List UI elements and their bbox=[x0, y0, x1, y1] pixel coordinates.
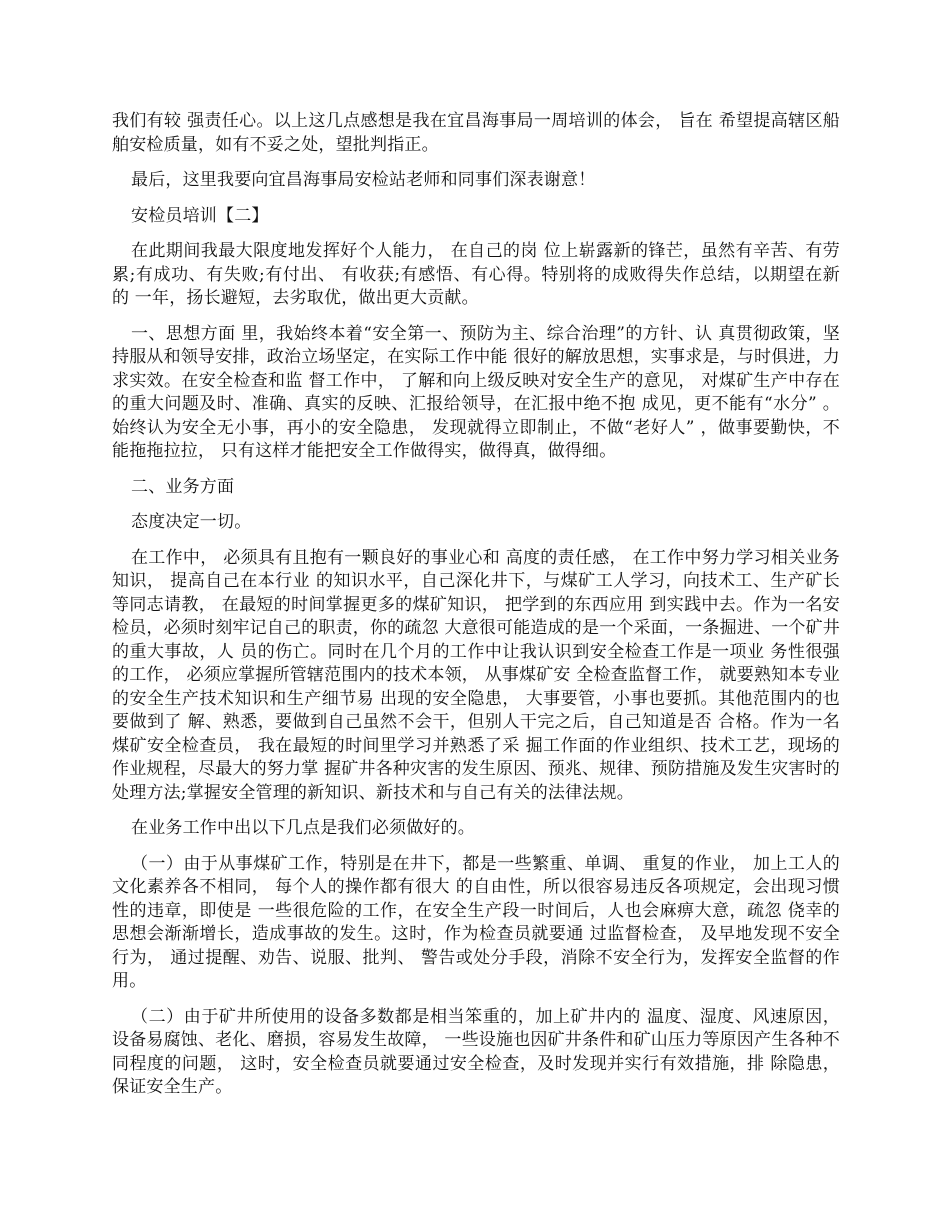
paragraph-attitude: 态度决定一切。 bbox=[131, 512, 252, 532]
paragraph-closing-remarks: 我们有较 强责任心。以上这几点感想是我在宜昌海事局一周培训的体会， 旨在 希望提高辖区船舶安检质量，如有不妥之处，望批判指正。 bbox=[112, 111, 840, 155]
paragraph-point-one: （一）由于从事煤矿工作，特别是在井下，都是一些繁重、单调、 重复的作业， 加上工人的文化素养各不相同， 每个人的操作都有很大 的自由性，所以很容易违反各项规定，会出现习惯性的违章，即使是 一些很危险的工作，在安全生产段一时间后，人也会麻痹大意，疏忽 侥幸的思想会渐渐增长，造成事故的发生。这时，作为检查员就要通 过监督检查， 及早地发现不安全行为， 通过提醒、劝告、说服、批判、 警告或处分手段，消除不安全行为，发挥安全监督的作用。 bbox=[112, 853, 840, 991]
paragraph-intro: 在此期间我最大限度地发挥好个人能力， 在自己的岗 位上崭露新的锋芒，虽然有辛苦、有劳累;有成功、有失败;有付出、 有收获;有感悟、有心得。特别将的成败得失作总结，以期望在新的 一年，扬长避短，去劣取优，做出更大贡献。 bbox=[112, 241, 840, 308]
section-title: 安检员培训【二】 bbox=[131, 205, 269, 226]
paragraph-thanks: 最后，这里我要向宜昌海事局安检站老师和同事们深表谢意！ bbox=[131, 170, 596, 190]
paragraph-point-two: （二）由于矿井所使用的设备多数都是相当笨重的，加上矿井内的 温度、湿度、风速原因，设备易腐蚀、老化、磨损，容易发生故障， 一些设施也因矿井条件和矿山压力等原因产生各种不同程度的问题， 这时，安全检查员就要通过安全检查，及时发现并实行有效措施，排 除隐患，保证安全生产。 bbox=[112, 1006, 841, 1097]
subheading-business: 二、业务方面 bbox=[131, 476, 235, 497]
paragraph-ideology: 一、思想方面 里，我始终本着“安全第一、预防为主、综合治理”的方针、认 真贯彻政策，坚持服从和领导安排，政治立场坚定，在实际工作中能 很好的解放思想，实事求是，与时俱进，力求实效。在安全检查和监 督工作中， 了解和向上级反映对安全生产的意见， 对煤矿生产中存在 的重大问题及时、准确、真实的反映、汇报给领导，在汇报中绝不抱 成见，更不能有“水分” 。始终认为安全无小事，再小的安全隐患， 发现就得立即制止，不做“老好人” ，做事要勤快，不能拖拖拉拉， 只有这样才能把安全工作做得实，做得真，做得细。 bbox=[112, 323, 841, 461]
paragraph-points-intro: 在业务工作中出以下几点是我们必须做好的。 bbox=[131, 818, 475, 838]
paragraph-work: 在工作中， 必须具有且抱有一颗良好的事业心和 高度的责任感， 在工作中努力学习相关业务知识， 提高自己在本行业 的知识水平，自己深化井下，与煤矿工人学习，向技术工、生产矿长 等同志请教， 在最短的时间掌握更多的煤矿知识， 把学到的东西应用 到实践中去。作为一名安检员，必须时刻牢记自己的职责，你的疏忽 大意很可能造成的是一个采面，一条掘进、一个矿井的重大事故，人 员的伤亡。同时在几个月的工作中让我认识到安全检查工作是一项业 务性很强的工作， 必须应掌握所管辖范围内的技术本领， 从事煤矿安 全检查监督工作， 就要熟知本专业的安全生产技术知识和生产细节易 出现的安全隐患， 大事要管，小事也要抓。其他范围内的也要做到了 解、熟悉，要做到自己虽然不会干，但别人干完之后，自己知道是否 合格。作为一名煤矿安全检查员， 我在最短的时间里学习并熟悉了采 掘工作面的作业组织、技术工艺，现场的作业规程，尽最大的努力掌 握矿井各种灾害的发生原因、预兆、规律、预防措施及发生灾害时的 处理方法;掌握安全管理的新知识、新技术和与自己有关的法律法规。 bbox=[112, 547, 841, 803]
document-body bbox=[112, 110, 840, 1112]
